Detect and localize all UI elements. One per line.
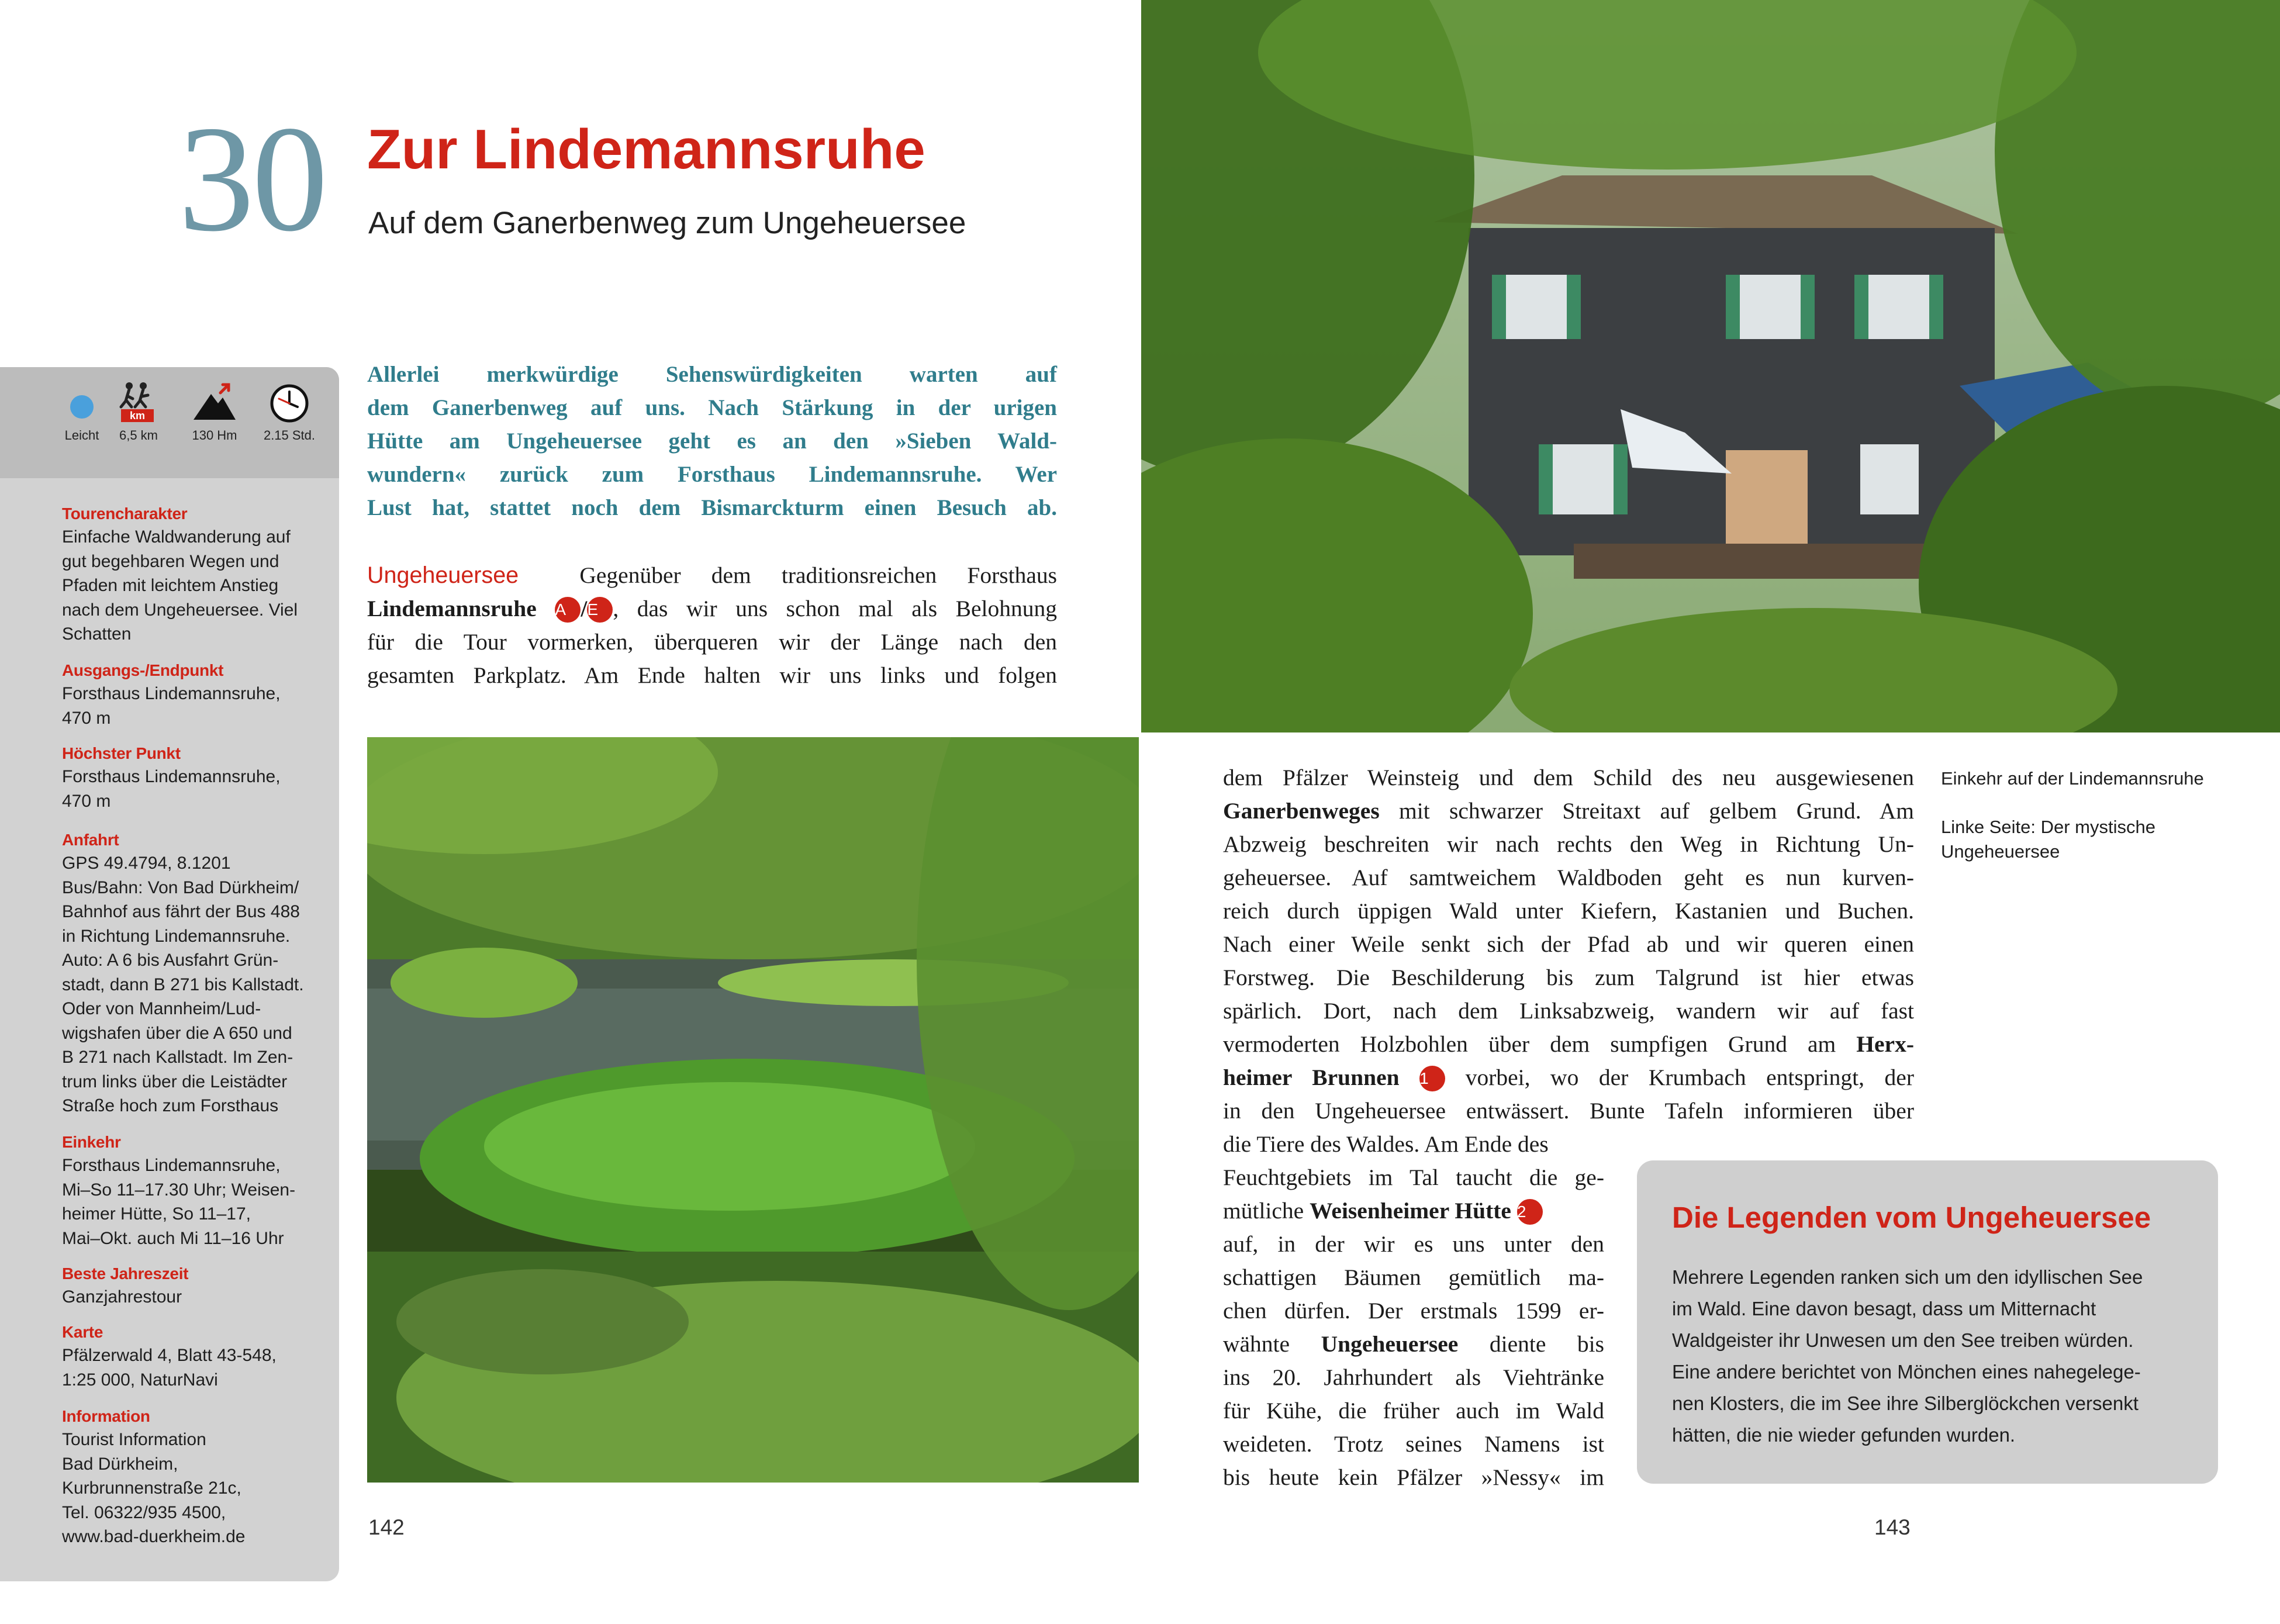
waypoint-1-marker: 1 (1419, 1066, 1445, 1091)
body-line: Nach einer Weile senkt sich der Pfad ab und wir queren einen (1223, 931, 1914, 957)
body-line: dem Pfälzer Weinsteig und dem Schild des neu ausgewiesenen (1223, 765, 1914, 790)
info-karte (62, 1321, 331, 1392)
body-line: Lindemannsruhe A /E , das wir uns schon mal als Belohnung (367, 596, 1058, 621)
body-line: ins 20. Jahrhundert als Viehtränke (1223, 1364, 1604, 1390)
hikers-distance-icon (115, 381, 162, 423)
info-ausgangspunkt (62, 659, 331, 730)
clock-icon (266, 381, 313, 423)
stat-label: Leicht (64, 428, 99, 443)
body-line: auf, in der wir es uns unter den (1223, 1231, 1604, 1257)
info-beste-jahreszeit (62, 1263, 331, 1309)
info-value: Forsthaus Lindemannsruhe, 470 m (62, 684, 281, 728)
info-anfahrt (62, 829, 331, 1118)
waypoint-e-marker: E (587, 597, 613, 623)
km-badge: km (129, 410, 146, 421)
info-value: Ganzjahrestour (62, 1287, 182, 1307)
stat-label: 130 Hm (192, 428, 237, 443)
difficulty-dot-icon (58, 381, 105, 423)
info-tourencharakter (62, 503, 331, 647)
info-label: Information (62, 1407, 150, 1425)
mountain-ascent-icon (191, 381, 238, 423)
stat-ascent (182, 381, 247, 443)
lead-paragraph (367, 358, 1057, 524)
body-line: Ungeheuersee Gegenüber dem traditionsreichen Forsthaus (367, 562, 1057, 588)
info-label: Anfahrt (62, 831, 119, 849)
info-value: Forsthaus Lindemannsruhe, 470 m (62, 767, 281, 811)
info-value: Pfälzerwald 4, Blatt 43-548, 1:25 000, NaturNavi (62, 1346, 277, 1390)
place-name: Ganerbenweges (1223, 798, 1380, 824)
body-line: bis heute kein Pfälzer »Nessy« im (1223, 1464, 1604, 1490)
place-name: Ungeheuersee (1321, 1331, 1459, 1357)
place-name: Herx- (1856, 1031, 1914, 1057)
body-line: Ganerbenweges mit schwarzer Streitaxt auf gelbem Grund. Am (1223, 798, 1914, 824)
lead-line: Hütte am Ungeheuersee geht es an den »Sieben Wald- (367, 429, 1057, 454)
body-line: die Tiere des Waldes. Am Ende des (1223, 1131, 1549, 1157)
section-label: Ungeheuersee (367, 562, 519, 588)
place-name: Lindemannsruhe (367, 596, 537, 621)
waypoint-a-marker: A (555, 597, 581, 623)
lead-line: dem Ganerbenweg auf uns. Nach Stärkung in der urigen (367, 395, 1057, 420)
ungeheuersee-photo-illustration (367, 737, 1139, 1483)
info-label: Tourencharakter (62, 505, 188, 523)
lead-line: wundern« zurück zum Forsthaus Lindemannsruhe. Wer (367, 462, 1057, 487)
body-line: in den Ungeheuersee entwässert. Bunte Tafeln informieren über (1223, 1098, 1914, 1124)
info-label: Höchster Punkt (62, 744, 181, 762)
info-label: Ausgangs-/Endpunkt (62, 661, 224, 679)
tour-title: Zur Lindemannsruhe (367, 118, 925, 181)
tour-subtitle: Auf dem Ganerbenweg zum Ungeheuersee (368, 206, 966, 240)
stat-label: 6,5 km (119, 428, 158, 443)
stat-difficulty (50, 381, 114, 443)
body-line: weideten. Trotz seines Namens ist (1223, 1431, 1604, 1457)
info-information (62, 1405, 331, 1549)
tour-number: 30 (178, 95, 326, 263)
body-line: für die Tour vormerken, überqueren wir der Länge nach den (367, 629, 1057, 655)
stat-label: 2.15 Std. (263, 428, 316, 443)
body-line: reich durch üppigen Wald unter Kiefern, Kastanien und Buchen. (1223, 898, 1914, 924)
place-name: heimer Brunnen (1223, 1065, 1400, 1090)
lead-line: Allerlei merkwürdige Sehenswürdigkeiten warten auf (367, 362, 1057, 387)
info-hoechster-punkt (62, 742, 331, 813)
page-number-left: 142 (368, 1515, 405, 1539)
info-value: Tourist Information Bad Dürkheim, Kurbrunnenstraße 21c, Tel. 06322/935 4500, www.bad-duerkheim.de (62, 1430, 246, 1546)
info-label: Karte (62, 1323, 103, 1341)
body-line: mütliche Weisenheimer Hütte 2 (1223, 1194, 1604, 1228)
info-value: GPS 49.4794, 8.1201 Bus/Bahn: Von Bad Dürkheim/ Bahnhof aus fährt der Bus 488 in Richtung Lindemannsruhe. Auto: A 6 bis Ausfahrt Grün- stadt, dann B 271 bis Kallstadt. Oder von Mannheim/Lud- wigshafen über die A 650 und B 271 nach Kallstadt. Im Zen- trum links über die Leistädter Straße hoch zum Forsthaus (62, 854, 304, 1115)
body-line: gesamten Parkplatz. Am Ende halten wir uns links und folgen (367, 662, 1057, 688)
page-number-right: 143 (1874, 1515, 1911, 1539)
info-value: Einfache Waldwanderung auf gut begehbaren Wegen und Pfaden mit leichtem Anstieg nach dem Ungeheuersee. Viel Schatten (62, 527, 298, 644)
place-name: Weisenheimer Hütte (1310, 1198, 1511, 1224)
info-value: Forsthaus Lindemannsruhe, Mi–So 11–17.30 Uhr; Weisen- heimer Hütte, So 11–17, Mai–Okt. auch Mi 11–16 Uhr (62, 1156, 296, 1248)
info-einkehr (62, 1131, 331, 1250)
body-line: schattigen Bäumen gemütlich ma- (1223, 1264, 1604, 1290)
body-line: für Kühe, die früher auch im Wald (1223, 1398, 1604, 1423)
caption-ungeheuersee: Linke Seite: Der mystische Ungeheuersee (1941, 817, 2155, 862)
body-line: wähnte Ungeheuersee diente bis (1223, 1331, 1604, 1357)
stat-distance (106, 381, 171, 443)
body-line: vermoderten Holzbohlen über dem sumpfigen Grund am Herx- (1223, 1031, 1914, 1057)
body-line: geheuersee. Auf samtweichem Waldboden geht es nun kurven- (1223, 865, 1914, 890)
body-line: Abzweig beschreiten wir nach rechts den Weg in Richtung Un- (1223, 831, 1914, 857)
caption-forsthaus: Einkehr auf der Lindemannsruhe (1941, 768, 2204, 789)
info-label: Beste Jahreszeit (62, 1264, 189, 1283)
body-line: chen dürfen. Der erstmals 1599 er- (1223, 1298, 1604, 1324)
tour-stats-bar (0, 367, 339, 478)
lead-line: Lust hat, stattet noch dem Bismarckturm einen Besuch ab. (367, 495, 1057, 520)
stat-duration (257, 381, 322, 443)
body-line: spärlich. Dort, nach dem Linksabzweig, wandern wir auf fast (1223, 998, 1914, 1024)
body-line: Feuchtgebiets im Tal taucht die ge- (1223, 1165, 1604, 1190)
legend-box-text: Mehrere Legenden ranken sich um den idyllischen See im Wald. Eine davon besagt, dass um Mitternacht Waldgeister ihr Unwesen um den See treiben würden. Eine andere berichtet von Mönchen eines nahegelege- nen Klosters, die im See ihre Silberglöckchen versenkt hätten, die nie wieder gefunden wurden. (1672, 1266, 2143, 1446)
info-label: Einkehr (62, 1133, 121, 1151)
legend-box-title: Die Legenden vom Ungeheuersee (1672, 1201, 2151, 1234)
waypoint-2-marker: 2 (1517, 1199, 1543, 1225)
photo-ungeheuersee (367, 737, 1139, 1483)
body-line: heimer Brunnen 1 vorbei, wo der Krumbach entspringt, der (1223, 1065, 1914, 1090)
forsthaus-photo-illustration (1141, 0, 2280, 732)
body-line: Forstweg. Die Beschilderung bis zum Talgrund ist hier etwas (1223, 965, 1914, 990)
photo-forsthaus-lindemannsruhe (1141, 0, 2280, 732)
